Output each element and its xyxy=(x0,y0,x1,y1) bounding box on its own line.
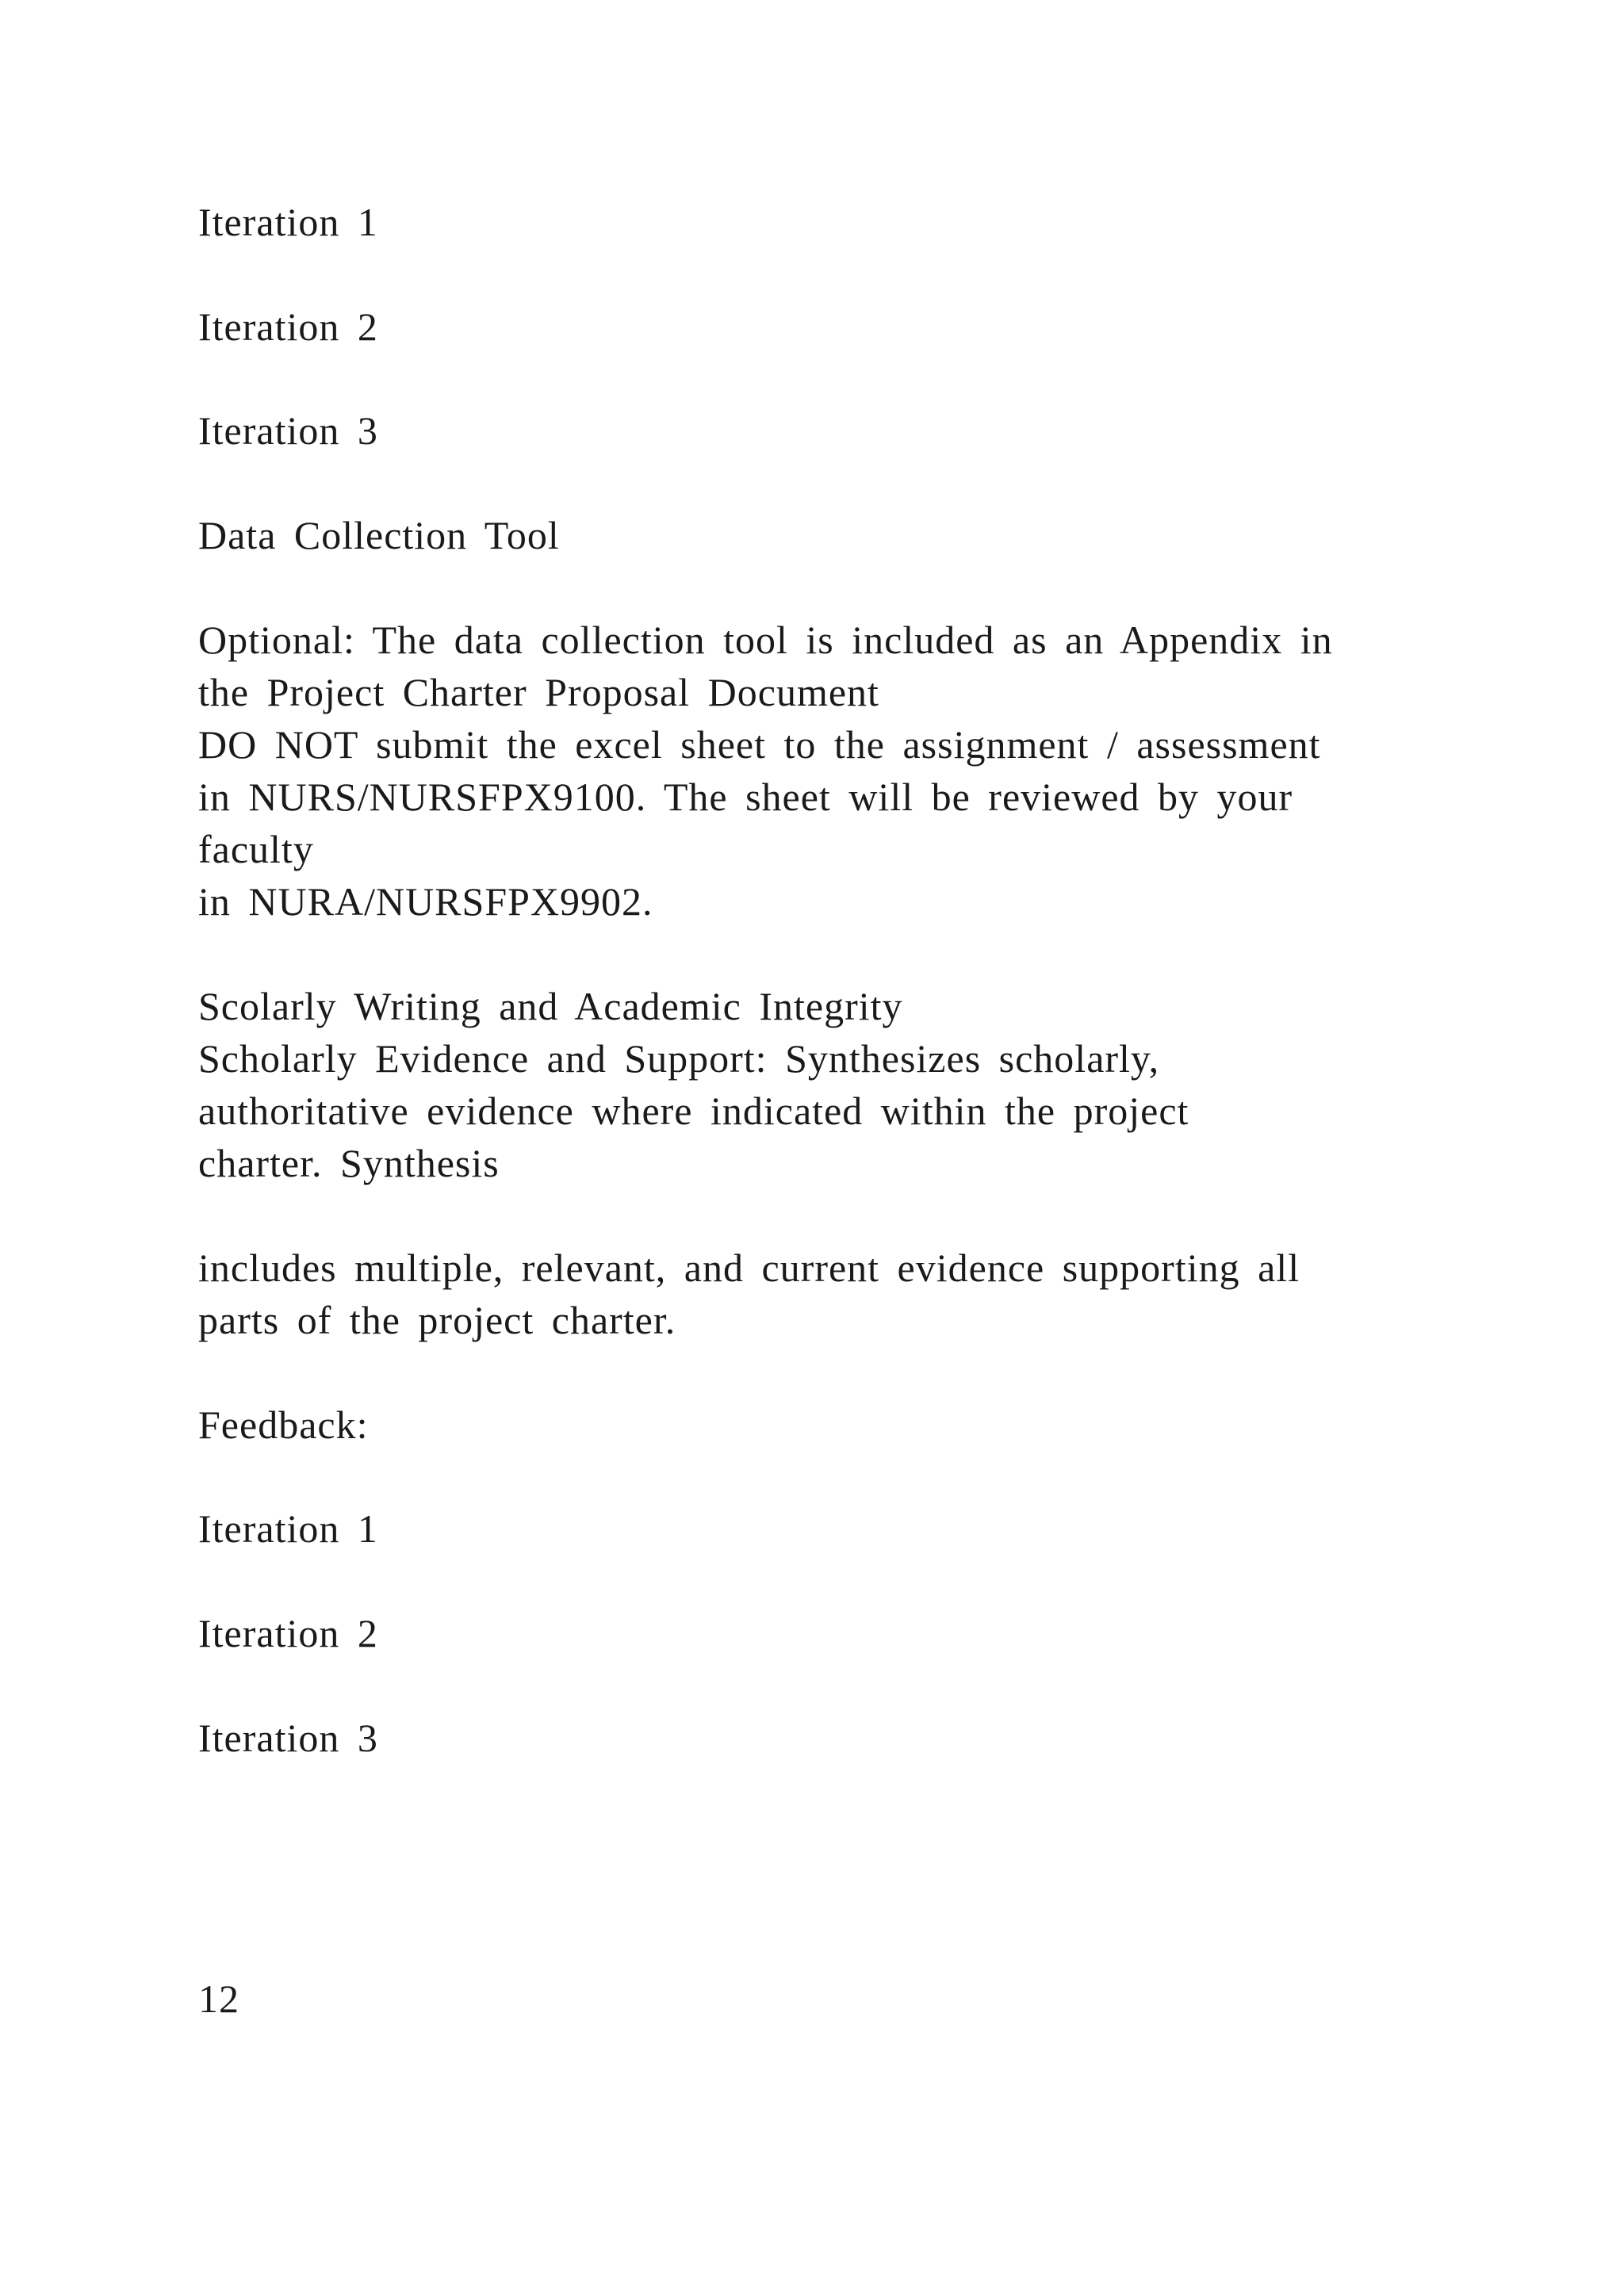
iteration-1-label: Iteration 1 xyxy=(198,1506,378,1551)
section-heading-data-collection-tool: Data Collection Tool xyxy=(198,513,560,557)
paragraph-line: faculty xyxy=(198,827,314,871)
paragraph-line: parts of the project charter. xyxy=(198,1298,676,1342)
iteration-3-label: Iteration 3 xyxy=(198,408,378,453)
paragraph-line: includes multiple, relevant, and current evidence supporting all xyxy=(198,1246,1300,1290)
iteration-3-label: Iteration 3 xyxy=(198,1716,378,1760)
paragraph-line: Scholarly Evidence and Support: Synthesizes scholarly, xyxy=(198,1036,1160,1081)
paragraph-line: Optional: The data collection tool is included as an Appendix in xyxy=(198,618,1333,662)
section-heading-scholarly-writing: Scolarly Writing and Academic Integrity xyxy=(198,984,903,1028)
feedback-label: Feedback: xyxy=(198,1402,369,1447)
iteration-2-label: Iteration 2 xyxy=(198,304,378,349)
paragraph-line: the Project Charter Proposal Document xyxy=(198,670,879,714)
iteration-1-label: Iteration 1 xyxy=(198,200,378,244)
paragraph-line: charter. Synthesis xyxy=(198,1141,500,1185)
paragraph-line: in NURA/NURSFPX9902. xyxy=(198,879,653,924)
paragraph-line: in NURS/NURSFPX9100. The sheet will be reviewed by your xyxy=(198,775,1293,819)
paragraph-line: authoritative evidence where indicated within the project xyxy=(198,1089,1189,1133)
page-number: 12 xyxy=(198,1976,239,2021)
paragraph-line: DO NOT submit the excel sheet to the assignment / assessment xyxy=(198,722,1321,767)
iteration-2-label: Iteration 2 xyxy=(198,1611,378,1655)
